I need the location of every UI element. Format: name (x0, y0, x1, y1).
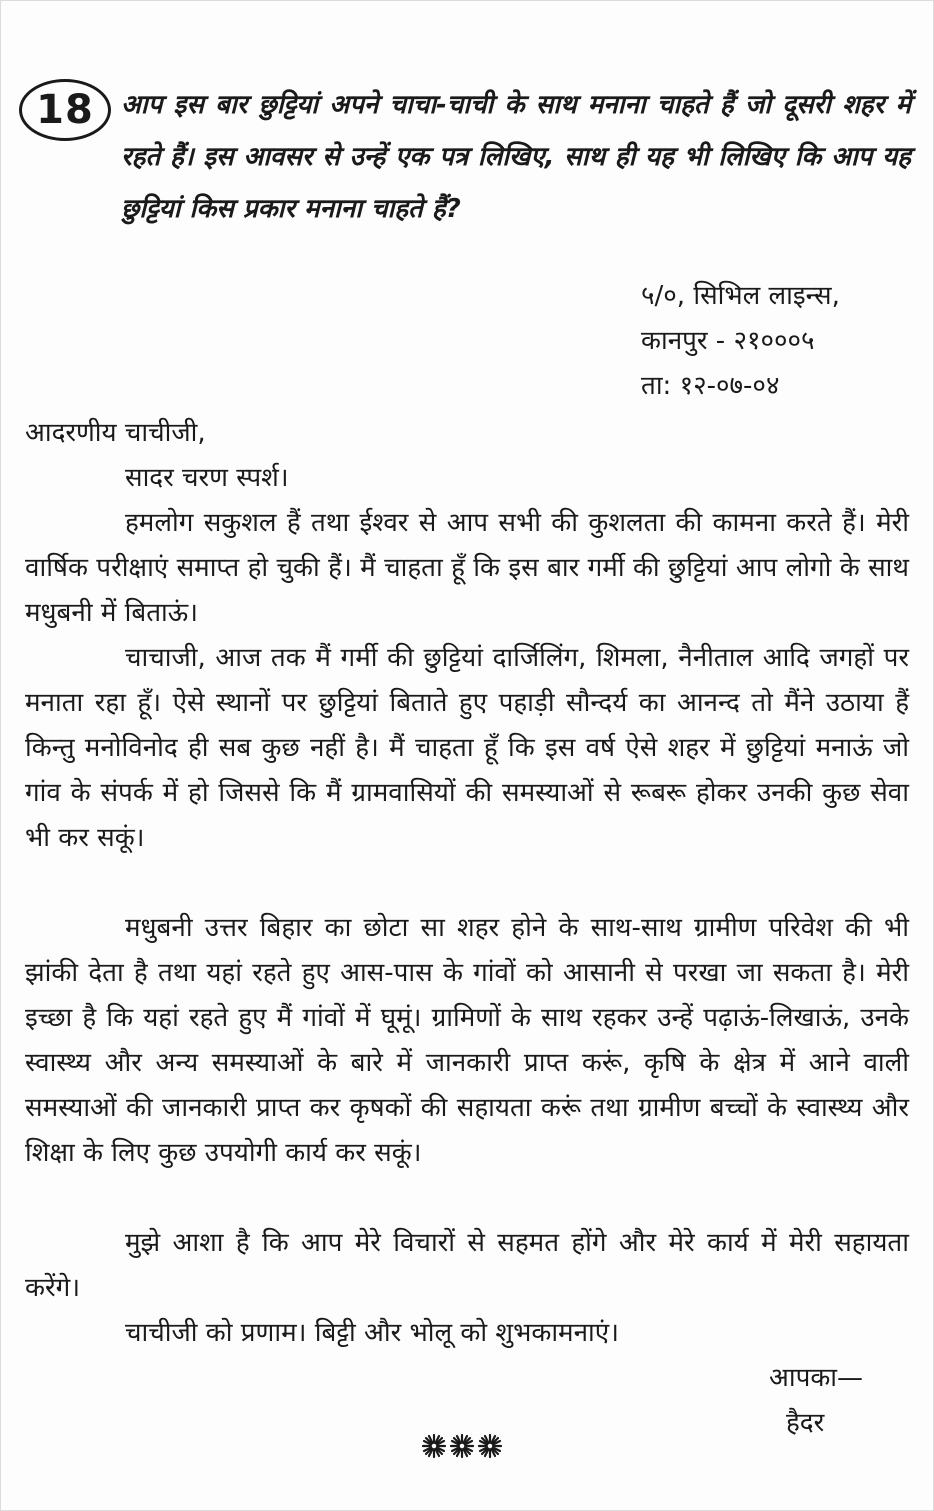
question-number-badge (19, 79, 111, 141)
closing: आपका— (769, 1363, 864, 1393)
paragraph-4: मुझे आशा है कि आप मेरे विचारों से सहमत होंगे और मेरे कार्य में मेरी सहायता करेंगे। (25, 1228, 909, 1303)
paragraph-2: चाचाजी, आज तक मैं गर्मी की छुट्टियां दार्जिलिंग, शिमला, नैनीताल आदि जगहों पर मनाता रहा हूँ। ऐसे स्थानों पर छुट्टियां बिताते हुए पहाड़ी सौन्दर्य का आनन्द तो मैंने उठाया हैं किन्तु मनोविनोद ही सब कुछ नहीं है। मैं चाहता हूँ कि इस वर्ष ऐसे शहर में छुट्टियां मनाऊं जो गांव के संपर्क में हो जिससे कि मैं ग्रामवासियों की समस्याओं से रूबरू होकर उनकी कुछ सेवा भी कर सकूं। (25, 643, 909, 853)
signature: हैदर (786, 1408, 825, 1438)
three-flower-ornament (421, 1433, 503, 1459)
question-text: आप इस बार छुट्टियां अपने चाचा-चाची के साथ मनाना चाहते हैं जो दूसरी शहर में रहते हैं। इस आवसर से उन्हें एक पत्र लिखिए, साथ ही यह भी लिखिए कि आप यह छुट्टियां किस प्रकार मनाना चाहते हैं? (121, 90, 911, 224)
paragraph-3: मधुबनी उत्तर बिहार का छोटा सा शहर होने के साथ-साथ ग्रामीण परिवेश की भी झांकी देता है तथा यहां रहते हुए आस-पास के गांवों को आसानी से परखा जा सकता है। मेरी इच्छा है कि यहां रहते हुए मैं गांवों में घूमूं। ग्रामिणों के साथ रहकर उन्हें पढ़ाऊं-लिखाऊं, उनके स्वास्थ्य और अन्य समस्याओं के बारे में जानकारी प्राप्त करूं, कृषि के क्षेत्र में आने वाली समस्याओं की जानकारी प्राप्त कर कृषकों की सहायता करूं तथा ग्रामीण बच्चों के स्वास्थ्य और शिक्षा के लिए कुछ उपयोगी कार्य कर सकूं। (25, 913, 909, 1168)
question-number: 18 (36, 87, 94, 133)
flower-icon (421, 1433, 447, 1459)
letter-date: ता: १२-०७-०४ (641, 371, 780, 401)
paragraph-5: चाचीजी को प्रणाम। बिट्टी और भोलू को शुभकामनाएं। (125, 1318, 620, 1348)
salutation: आदरणीय चाचीजी, (25, 418, 206, 448)
paragraph-1: हमलोग सकुशल हैं तथा ईश्वर से आप सभी की कुशलता की कामना करते हैं। मेरी वार्षिक परीक्षाएं समाप्त हो चुकी हैं। मैं चाहता हूँ कि इस बार गर्मी की छुट्टियां आप लोगो के साथ मधुबनी में बिताऊं। (25, 508, 909, 628)
sender-address-line2: कानपुर - २१०००५ (641, 326, 815, 356)
flower-icon (477, 1433, 503, 1459)
sender-address-line1: ५/०, सिभिल लाइन्स, (641, 281, 840, 311)
greeting: सादर चरण स्पर्श। (125, 463, 289, 493)
flower-icon (449, 1433, 475, 1459)
